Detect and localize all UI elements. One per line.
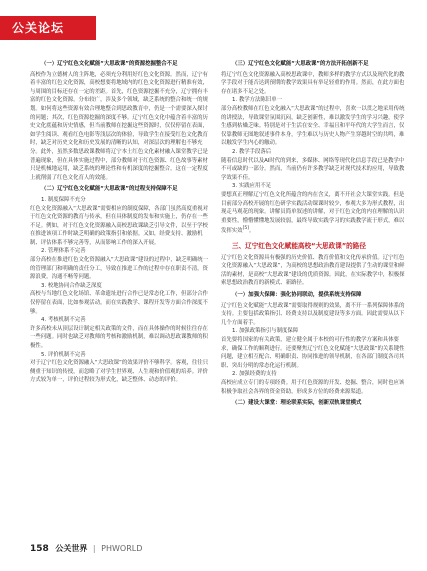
paragraph: 首先要将国家的有关政策，建立健全属于本校的可行性的教学方案和具体要求，确保工作的顺利进行。还要聚焦辽宁红色文化赋能“大思政课”的关系键性问题，建立相互配合、明确职责、协同推进的领导机制，在各部门制度各司其职、突出分明的常态化运行机制。 [221, 337, 405, 369]
paragraph: 许多高校未从顶层设计制定相关政策的文件，而在具体操作的时候往往存在一些问题。同时也缺乏对教师的考核和激励机制，难以调动思政课教师的积极性。 [30, 325, 208, 349]
page-footer [30, 544, 142, 554]
section-heading: 三、辽宁红色文化赋能高校“大思政课”的路径 [232, 241, 366, 250]
paragraph: 高校作为立德树人的主阵地，必须充分利用好红色文化资源。然而，辽宁有着丰富的红色文化资源，高校想要将地域内的红色文化资源进行精准有效，与周围的目标还存在一定的差距。首先，红色资源挖掘不充分，辽宁拥有丰富的红色文化资源，分布较广，涉及多个领域，缺乏系统的整合和统一的规划。如何将这些资源有效合理地整合到思政教育中，仍是一个需要深入探讨的问题；其次，红色资源挖掘的深度不够。辽宁红色文化中蕴含着丰富的历史文化底蕴和历史情感，但当前教师在挖掘这些资源时，仅仅停留在表面，如学生阅读、观看红色电影等浅层次的体验，导致学生在接受红色文化教育时，缺乏对历史文化和历史发展的清晰的认知，对深层次的理解也不够充分。此外，虽然多数思政课教师将辽宁本土红色文化素材融入课堂教学已是普遍现象，但在具体实施过程中，部分教师对于红色资源、红色故事等素材只是机械地运用，缺乏系统的理论性和有机深度的挖掘整合，这在一定程度上就削弱了红色文化育人的效能。 [30, 71, 208, 181]
paragraph: 高校应成立专门的专项经费。用于红色资源的开发、挖掘、整合，同时也应该积极争取社会各界的资金资助，形成多方位的经费来源渠道。 [221, 379, 405, 395]
section-header-bar [0, 16, 96, 40]
right-text-column [221, 60, 405, 410]
subsection-heading: （二）辽宁红色文化赋能“大思政课”的过程支持保障不足 [41, 186, 178, 193]
magazine-name: 公关世界 [55, 544, 88, 553]
subsection-heading: （三）辽宁红色文化赋能“大思政课”的方法开拓创新不足 [232, 61, 369, 67]
page-number: 158 [30, 544, 49, 554]
list-heading: 5. 评价机制不完善 [41, 351, 86, 358]
subsection-heading: （二）建设大课堂：理论联系实际，创新双轨课堂模式 [232, 400, 362, 407]
paragraph: 辽宁红色文化资源具有极强的历史价值、教育价值和文化传承价值。辽宁红色文化资源融入“大思政课”，为高校的思想政治教育建设提供了生动的课堂和鲜活的素材，是高校“大思政课”建设的优质资源。因此，在实际教学中，积极探索思想政治教育的新模式、新路径。 [221, 254, 405, 287]
paragraph: 要想真正理解辽宁红色文化所蕴含的内在含义，离不开社会大课堂实践。但是目前部分高校开展的红色研学实践活动课课时较少，参观大多为形式教程，出现走马观花的现象。讲解员简单叙述的讲解，对于红色文化的内在理解的认识重要性，懵懵懂懂地发展较弱，最终导致实践学习的实践教学流于形式，难以发挥实效[5]。 [221, 191, 405, 235]
left-text-column [30, 60, 212, 385]
paragraph: 红色文化资源融入“大思政课”需要相应的制度保障，各部门虽然高度重视对于红色文化资源的教育与传承，但在具体制度的发布和实施上，仍存在一些不足。例如，对于红色文化资源融入高校思政课缺乏引导文件，以至于学校在推进该项工作时缺乏明确的政策指引和依据。又如，经费支持、激励机制、评估体系不够完善等，从而影响工作的深入开展。 [30, 205, 209, 246]
list-heading: 2. 教学手段落后 [232, 148, 272, 155]
subsection-heading: （一）辽宁红色文化赋能“大思政课”的资源挖掘整合不足 [41, 61, 178, 67]
list-heading: 4. 考核机制不完善 [41, 317, 86, 324]
list-heading: 2. 管理体系不完善 [41, 248, 86, 255]
list-heading: 1. 制度保障不充分 [41, 196, 86, 203]
list-heading: 3. 实践应用不足 [232, 183, 272, 190]
paragraph: 随着信息时代以及AI时代的到来，多媒体、网络等现代化信息手段已是教学中不可或缺的一部分。然而，当前仍有许多教学缺乏对现代技术的应用，导致教学效果不佳。 [221, 157, 405, 181]
paragraph: 辽宁红色文化赋能“大思政课”需要取得规则的效果，离不开一系列保障体系的支持。主要包括政策指引、经费支持以及制度建设等多方面。因此需要从以下几个方面着手。 [221, 302, 405, 326]
paragraph: 部分高校教师在红色文化融入“大思政课”的过程中，喜欢一以贯之地采用传统的讲授法，导致课堂氛围沉闷，缺乏创新性，难以激发学生的学习兴趣，使学生感到枯燥乏味。特别是对于生活在安全、幸福且和平年代的大学生而言，仅仅靠教师无图地叙述事件本身，学生难以与历史人物产生穿越时空的共鸣，难以触发学生内心的触动。 [221, 105, 405, 147]
paragraph: 将辽宁红色文化资源融入高校思政课中，教师多样的教学方式以及现代化的教学手段对于能否达到预期的教学效果具有举足轻重的作用。然而，在此方面也存在诸多不足之处。 [221, 71, 405, 95]
paragraph: 对于辽宁红色文化资源融入“大思政课”的效果评价不够科学。客观，往往只侧重于知识的传授，而忽略了对学生世界观、人生观和价值观的培养。评价方式较为单一，评价过程较为形式化，缺乏整体、动态的评价。 [30, 360, 209, 384]
section-title: 公关论坛 [12, 21, 65, 35]
list-heading: 1. 教学方法陈旧单一 [232, 97, 282, 104]
subsection-heading: （一）加强大保障：强化协同联动，提供系统支持保障 [232, 292, 362, 299]
list-heading: 1. 加强政策指引与制度保障 [232, 328, 299, 335]
paragraph: 高校与当地红色文化场馆、革命遗址进行合作已是常态化工作，但部分合作仅停留在表面，比如参观活动，而在实践教学、课程开发等方面合作深度不够。 [30, 291, 208, 315]
list-heading: 2. 加强经费的支持 [232, 371, 277, 378]
paragraph: 部分高校在推进红色文化资源融入“大思政课”建设的过程中，缺乏明确统一的管理部门和明确的责任分工，导致在推进工作的过程中存在职责不清，资源浪费，沟通不畅等问题。 [30, 257, 209, 281]
footer-separator: | [92, 544, 96, 553]
magazine-english-name: PHWORLD [101, 544, 143, 553]
list-heading: 3. 校地协同合作缺乏深度 [41, 282, 102, 289]
